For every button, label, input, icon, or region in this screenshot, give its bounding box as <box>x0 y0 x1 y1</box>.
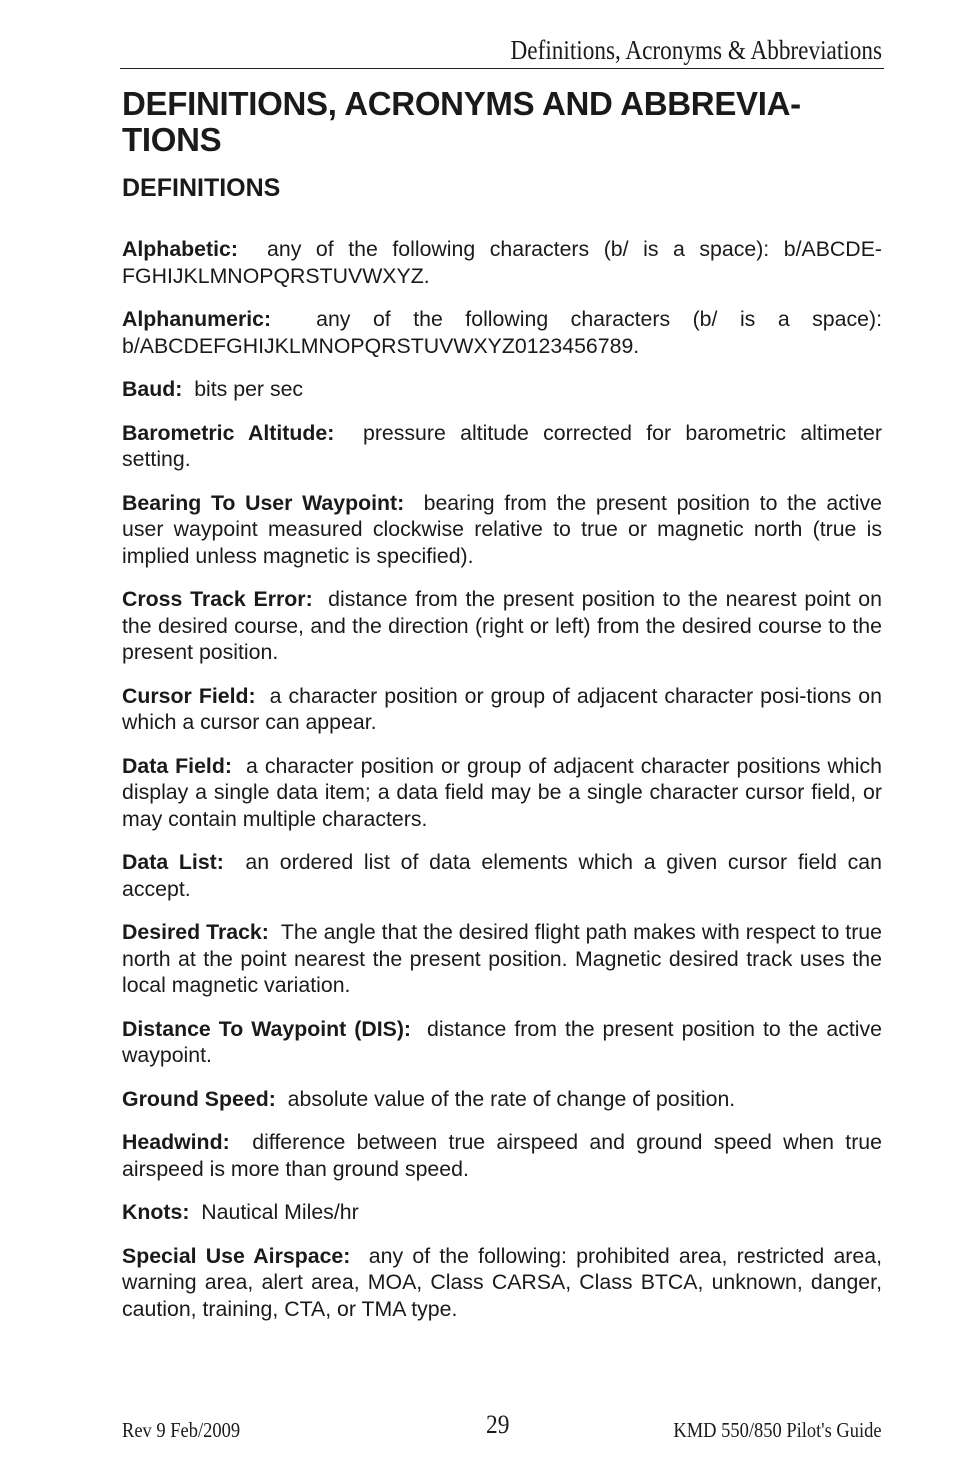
definition-term: Barometric Altitude: <box>122 420 335 445</box>
running-header: Definitions, Acronyms & Abbreviations <box>510 35 882 65</box>
definition-text: difference between true airspeed and ground speed when true airspeed is more than ground speed. <box>122 1130 882 1181</box>
definition-text: any of the following characters (b/ is a space): b/ABCDE-FGHIJKLMNOPQRSTUVWXYZ. <box>122 237 882 288</box>
definition-term: Baud: <box>122 377 183 401</box>
definition-item <box>122 1016 882 1069</box>
definition-text: absolute value of the rate of change of position. <box>287 1086 736 1111</box>
definition-item <box>122 490 882 570</box>
definition-term: Data Field: <box>122 753 232 778</box>
definitions-list <box>122 236 882 1339</box>
definition-item <box>122 919 882 999</box>
definition-item <box>122 1243 882 1323</box>
definition-item <box>122 1129 882 1182</box>
definition-text: The angle that the desired flight path makes with respect to true north at the point nearest the present position. Magnetic desired track uses the local magnetic variation. <box>122 920 882 997</box>
definition-item <box>122 420 882 473</box>
definition-text: distance from the present position to the active waypoint. <box>122 1016 882 1067</box>
definition-term: Special Use Airspace: <box>122 1243 351 1268</box>
definition-term: Desired Track: <box>122 920 269 944</box>
definition-text: Nautical Miles/hr <box>201 1200 359 1224</box>
header-divider <box>120 68 884 69</box>
definition-term: Alphanumeric: <box>122 307 272 331</box>
page-number: 29 <box>486 1410 510 1439</box>
definition-text: any of the following characters (b/ is a space): b/ABCDEFGHIJKLMNOPQRSTUVWXYZ0123456789. <box>122 307 882 358</box>
definition-term: Data List: <box>122 850 224 874</box>
section-title: DEFINITIONS <box>122 174 281 202</box>
page-title: DEFINITIONS, ACRONYMS AND ABBREVIA-TIONS <box>122 85 801 158</box>
definition-term: Distance To Waypoint (DIS): <box>122 1016 412 1041</box>
definition-text: a character position or group of adjacent character posi-tions on which a cursor can appear. <box>122 683 882 734</box>
footer-revision: Rev 9 Feb/2009 <box>122 1418 241 1442</box>
definition-item <box>122 306 882 359</box>
definition-text: an ordered list of data elements which a given cursor field can accept. <box>122 850 882 901</box>
definition-text: distance from the present position to the nearest point on the desired course, and the direction (right or left) from the desired course to the present position. <box>122 587 882 664</box>
definition-item <box>122 1199 882 1226</box>
definition-term: Knots: <box>122 1200 190 1224</box>
footer-guide-title: KMD 550/850 Pilot's Guide <box>673 1418 882 1442</box>
definition-term: Headwind: <box>122 1130 230 1154</box>
definition-term: Cursor Field: <box>122 683 256 708</box>
definition-term: Alphabetic: <box>122 237 238 261</box>
definition-item <box>122 376 882 403</box>
definition-text: any of the following: prohibited area, restricted area, warning area, alert area, MOA, Class CARSA, Class BTCA, unknown, danger, caution, training, CTA, or TMA type. <box>122 1243 882 1321</box>
definition-text: bits per sec <box>194 377 304 401</box>
definition-item <box>122 683 882 736</box>
definition-term: Cross Track Error: <box>122 587 313 611</box>
definition-term: Bearing To User Waypoint: <box>122 490 405 515</box>
definition-item <box>122 236 882 289</box>
definition-item <box>122 1086 882 1113</box>
definition-item <box>122 849 882 902</box>
definition-item <box>122 753 882 833</box>
definition-text: bearing from the present position to the active user waypoint measured clockwise relative to true or magnetic north (true is implied unless magnetic is specified). <box>122 490 882 568</box>
definition-text: a character position or group of adjacent character positions which display a single data item; a data field may be a single character cursor field, or may contain multiple characters. <box>122 753 882 831</box>
definition-term: Ground Speed: <box>122 1086 276 1111</box>
definition-item <box>122 586 882 666</box>
definition-text: pressure altitude corrected for barometric altimeter setting. <box>122 420 882 471</box>
